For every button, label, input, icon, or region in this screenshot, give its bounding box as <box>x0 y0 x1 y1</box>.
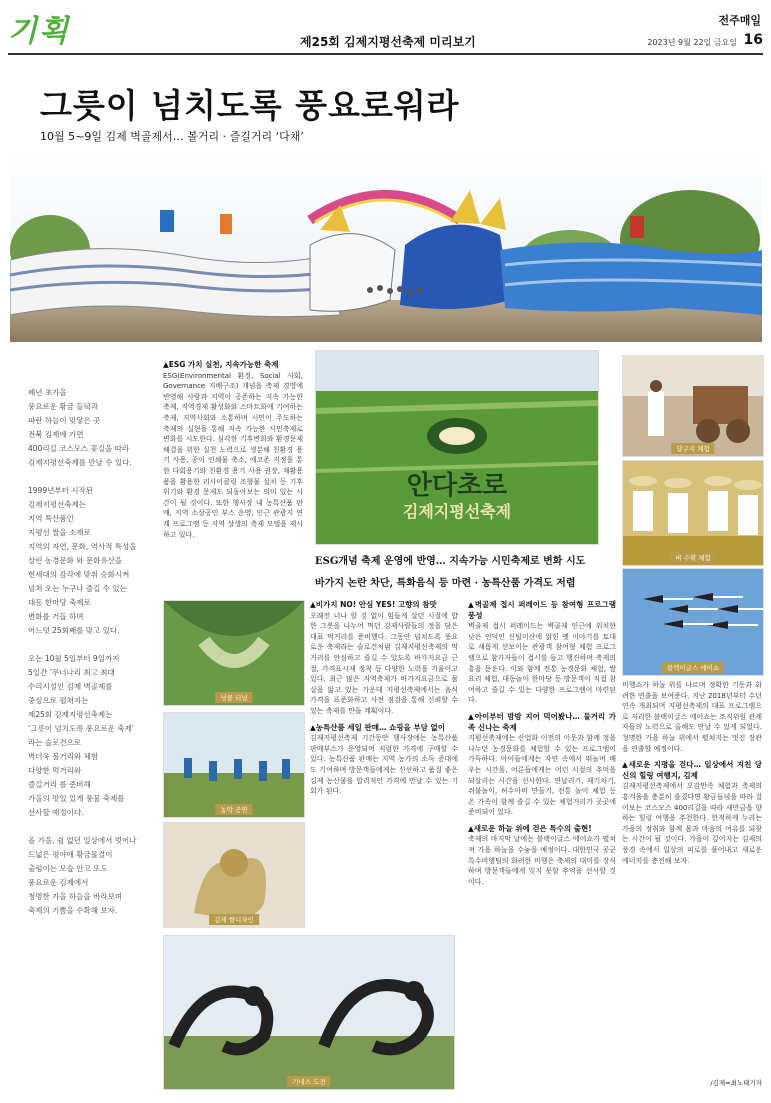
section-body: 지평선축제에는 산업화 이전의 이웃과 함께 정을 나누던 농경문화를 체험할 수 있는 프로그램이 가득하다. 아이들에게는 자연 속에서 뛰놀며 배우는 시간을, 어른들에게는 어린 시절의 추억을 되살리는 시간을 선사한다. 연날리기, 제기차기, 쥐불놀이, 허수아비 만들기, 전통 놀이 체험 등 온 가족이 함께 즐길 수 있는 체험거리가 곳곳에 준비되어 있다. <box>468 734 616 817</box>
section-heading: ▲새로운 지평을 걷다… 일상에서 지친 당신의 힐링 여행지, 김제 <box>622 760 762 780</box>
header-rule <box>8 53 763 55</box>
photo-caption: 농악 공연 <box>215 804 252 815</box>
lead-paragraph: 오는 10월 5일부터 9일까지 5일간 ‘무너나리 최고 최대 수리시설인 김제 벽골제를 중심으로 펼쳐지는 제25회 김제지평선축제는 ‘그릇이 넘치도록 풍요로운 축제’ 라는 슬로건으로 벽더욱 볼거리와 체험 다양한 먹거리와 즐길거리 를 준비해 가을의 맛있 있게 풍물 축제를 선사할 예정이다. <box>28 654 135 817</box>
dance-photo <box>163 712 305 818</box>
article-subheadline: 10월 5~9일 김제 벽골제서… 볼거리 · 즐길거리 ‘다채’ <box>40 130 304 143</box>
dragon-sculpture-photo <box>163 935 455 1090</box>
section-body: 비행쇼가 하늘 위를 나르며 정확한 기동과 화려한 연출을 보여준다. 지난 2018년부터 수년 연속 개최되며 지평선축제의 대표 프로그램으로 자리한 블랙이글스 에어쇼는 조직위원 관계자들의 노력으로 올해도 만날 수 있게 되었다. 청명한 가을 하늘 위에서 펼쳐지는 멋진 장관을 연출할 예정이다. <box>622 681 762 753</box>
photo-caption: 달구지 체험 <box>671 443 714 454</box>
airshow-photo <box>622 568 764 676</box>
lead-paragraph: 올 가을, 쉼 없던 일상에서 벗어나 드넓은 평야에 황금물결이 출렁이는 모습 안고 또도 풍요로운 김제에서 청명한 가을 하늘을 바라보며 축제의 기쁨을 수확해 보자. <box>28 836 137 915</box>
photo-caption: 블랙이글스 에어쇼 <box>662 662 724 673</box>
column-travel <box>622 680 762 1075</box>
lantern-photo <box>163 600 305 706</box>
section-heading: ▲ESG 가치 실천, 지속가능한 축제 <box>163 360 279 369</box>
wagon-photo <box>622 355 764 457</box>
section-heading: ▲아이부터 밤밤 지어 먹어봤나… 둘거리 가족 신나는 축제 <box>468 711 616 732</box>
section-body: 김제지평선축제에서 오감만족 체험과 축제의 흥겨움을 충분히 즐겼다면 황금들녘을 따라 걸어보는 코스모스 400리길을 따라 새만금을 향하는 힐링 여행을 추천한다. 한적하게 누리는 가을의 정취와 함께 몸과 마음의 여유를 되찾는 시간이 될 것이다. 가을이 깊어지는 김제의 풍경 속에서 일상의 피로를 풀어내고 새로운 에너지를 충전해 보자. <box>622 782 762 865</box>
lead-paragraph: 폐년 초가을 풍요로운 황금 들녘과 파란 하늘이 맞닿은 곳 전북 김제에 가면 400리길 코스모스 꽃길을 따라 김제지평선축제를 만날 수 있다. <box>28 388 132 467</box>
photo-caption: 김제 쌀디자인 <box>209 914 259 925</box>
section-heading: ▲벽골제 접시 퍼레이드 등 참여형 프로그램 풍성 <box>468 600 616 620</box>
photo-caption: 넝쿨 터널 <box>215 692 252 703</box>
mid-subhead: 바가지 논란 차단, 특화음식 등 마련 · 농특산품 가격도 저렴 <box>315 578 576 589</box>
article-headline: 그릇이 넘치도록 풍요로워라 <box>40 86 460 125</box>
section-heading: ▲비가지 NO! 안심 YES! 고향의 참맛 <box>310 600 437 609</box>
lead-paragraph: 1999년부터 시작된 김제지평선축제는 지역 특산품인 지평선 쌀을 소재로 지역의 자연, 문화, 역사적 특성을 살린 농경문화 와 문화유산을 현세대의 감각에 맞춰 승화시켜 넘쳐 오는 누구나 즐길 수 있는 대동 한마당 축제로 변화를 거듭 하며 어느덧 25회째를 맞고 있다. <box>28 486 137 635</box>
page-number: 16 <box>743 32 763 48</box>
photo-caption: 벼 수확 체험 <box>670 552 716 563</box>
section-kicker: 기획 <box>8 14 70 49</box>
crop-art-text: 안다초로 <box>406 471 508 501</box>
dateline: 2023년 9월 22일 금요일 <box>647 38 737 47</box>
column-food <box>310 600 458 930</box>
section-body: ESG(Environmental 환경, Social 사회, Governance 지배구조) 개념을 축제 경영에 반영해 사람과 지역이 공존하는 지속 가능한 축제, 지역경제 활성화와 스마트화에 기여하는 축제, 지역사회와 소통하며 시민이 주도하는 축제의 실현을 통해 지속 가능한 시민축제로 변화를 시도한다. 심각한 기후변화와 환경문제 해결을 위한 실천 노력으로 생분해 친환경 용기 사용, 종이 인쇄물 축소, 에코존 지정을 통한 다회용기와 친환경 용기 사용 권장, 재활용품을 활용한 리사이클링 조형물 설치 등 기후 위기와 환경 문제도 되돌아보는 의미 있는 시간이 될 것이다. 또한 행사장 내 농특산품 판매, 지역 소상공인 부스 운영, 인근 관광지 연계 프로그램 등 지역 상생의 축제 모델을 제시하고 있다. <box>163 371 303 539</box>
section-heading: ▲새로운 하늘 위에 걷은 특수의 출현! <box>468 823 592 833</box>
photo-caption: 기네스 도전 <box>287 1076 330 1087</box>
mid-subhead: ESG개념 축제 운영에 반영… 지속가능 시민축제로 변화 시도 <box>315 556 586 567</box>
harvest-photo <box>622 460 764 566</box>
byline: /김제=최노태기자 <box>710 1079 762 1087</box>
crop-art-subtitle: 김제지평선축제 <box>402 502 512 521</box>
section-body: 오래전 너나 할 것 없이 힘들게 살던 시절에 밥 한 그릇을 나누어 먹던 김제사람들의 정을 담은 대표 먹거리를 준비했다. 그동안 넘치도록 풍요로운 축제라는 슬로건처럼 김제지평선축제의 먹거리를 안심하고 즐길 수 있도록 바가지요금 근절, 가격표시제 정착 등 다양한 노력을 기울이고 있다. 최근 많은 지역축제가 바가지요금으로 몸살을 앓고 있는 가운데 지평선축제에서는 음식 가격을 표준화하고 사전 점검을 통해 신뢰할 수 있는 축제를 만들 계획이다. <box>310 611 458 715</box>
section-title: 제25회 김제지평선축제 미리보기 <box>300 35 476 49</box>
lead-column <box>28 386 148 932</box>
column-esg <box>163 360 303 596</box>
section-body: 벽골제 접시 퍼레이드는 벽골제 인근에 위치한 낮은 언덕인 신털미산에 얽힌 옛 이야기를 토대로 새롭게 선보이는 관광객 참여형 체험 프로그램으로 참가자들이 접시를 들고 행진하며 축제의 흥을 돋운다. 이와 함께 전통 농경문화 체험, 쌀 요리 체험, 대동놀이 한마당 등 방문객이 직접 참여하고 즐길 수 있는 다양한 프로그램이 마련된다. <box>468 622 616 705</box>
hero-photo <box>10 150 762 342</box>
section-heading: ▲농특산품 세일 판매… 쇼핑을 부담 없이 <box>310 722 445 732</box>
newspaper-masthead: 전주매일 <box>718 14 761 27</box>
crop-art-photo <box>315 350 599 545</box>
section-body: 축제의 마지막 날에는 블랙이글스 에어쇼가 펼쳐져 가을 하늘을 수놓을 예정이다. 대한민국 공군 특수비행팀의 화려한 비행은 축제의 대미를 장식하며 방문객들에게 잊지 못할 추억을 선사할 것이다. <box>468 835 616 886</box>
column-programs <box>468 600 616 1090</box>
sculpture-photo <box>163 822 305 928</box>
section-body: 김제지평선축제 기간동안 행사장에는 농특산품 판매부스가 운영되며 저렴한 가격에 구매할 수 있다. 농특산품 판매는 지역 농가의 소득 증대에도 기여하며 방문객들에게는 신선하고 품질 좋은 김제 농산물을 합리적인 가격에 만날 수 있는 기회가 된다. <box>310 734 458 796</box>
